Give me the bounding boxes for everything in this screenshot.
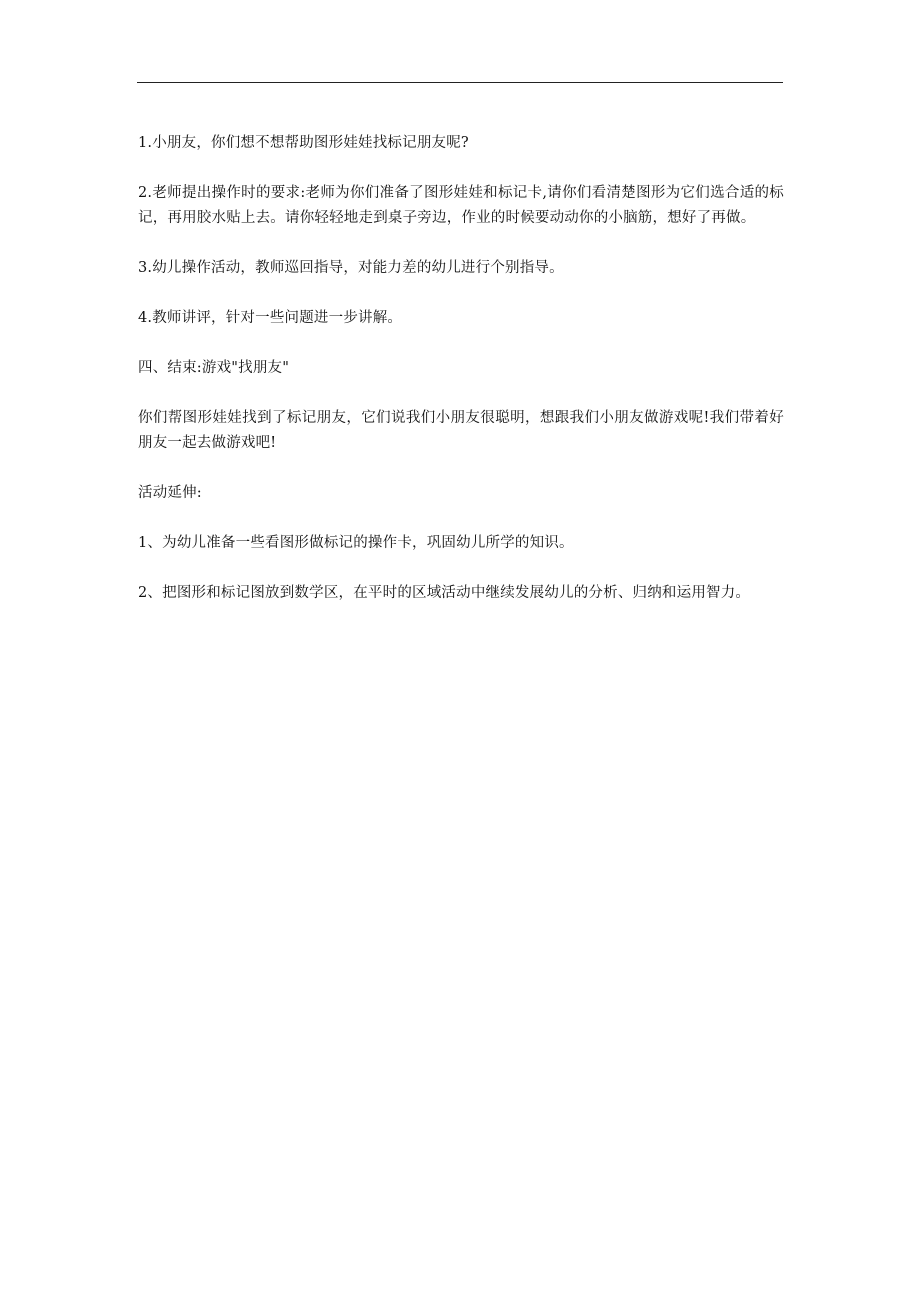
paragraph-extension-1: 1、为幼儿准备一些看图形做标记的操作卡，巩固幼儿所学的知识。	[138, 535, 574, 551]
paragraph-step-2: 2.老师提出操作时的要求:老师为你们准备了图形娃娃和标记卡,请你们看清楚图形为它们选合适的标记，再用胶水贴上去。请你轻轻地走到桌子旁边，作业的时候要动动你的小脑筋，想好了再做。	[138, 185, 784, 226]
paragraph-extension-2: 2、把图形和标记图放到数学区，在平时的区域活动中继续发展幼儿的分析、归纳和运用智力。	[138, 585, 751, 601]
section-heading-ending: 四、结束:游戏"找朋友"	[138, 360, 290, 376]
paragraph-step-1: 1.小朋友，你们想不想帮助图形娃娃找标记朋友呢?	[138, 135, 469, 151]
paragraph-step-4: 4.教师讲评，针对一些问题进一步讲解。	[138, 310, 403, 326]
header-rule	[137, 82, 783, 83]
section-heading-extension: 活动延伸:	[138, 485, 202, 501]
paragraph-ending-text: 你们帮图形娃娃找到了标记朋友，它们说我们小朋友很聪明，想跟我们小朋友做游戏呢!我们带着好朋友一起去做游戏吧!	[138, 410, 784, 451]
paragraph-step-3: 3.幼儿操作活动，教师巡回指导，对能力差的幼儿进行个别指导。	[138, 260, 564, 276]
document-body	[138, 131, 784, 631]
